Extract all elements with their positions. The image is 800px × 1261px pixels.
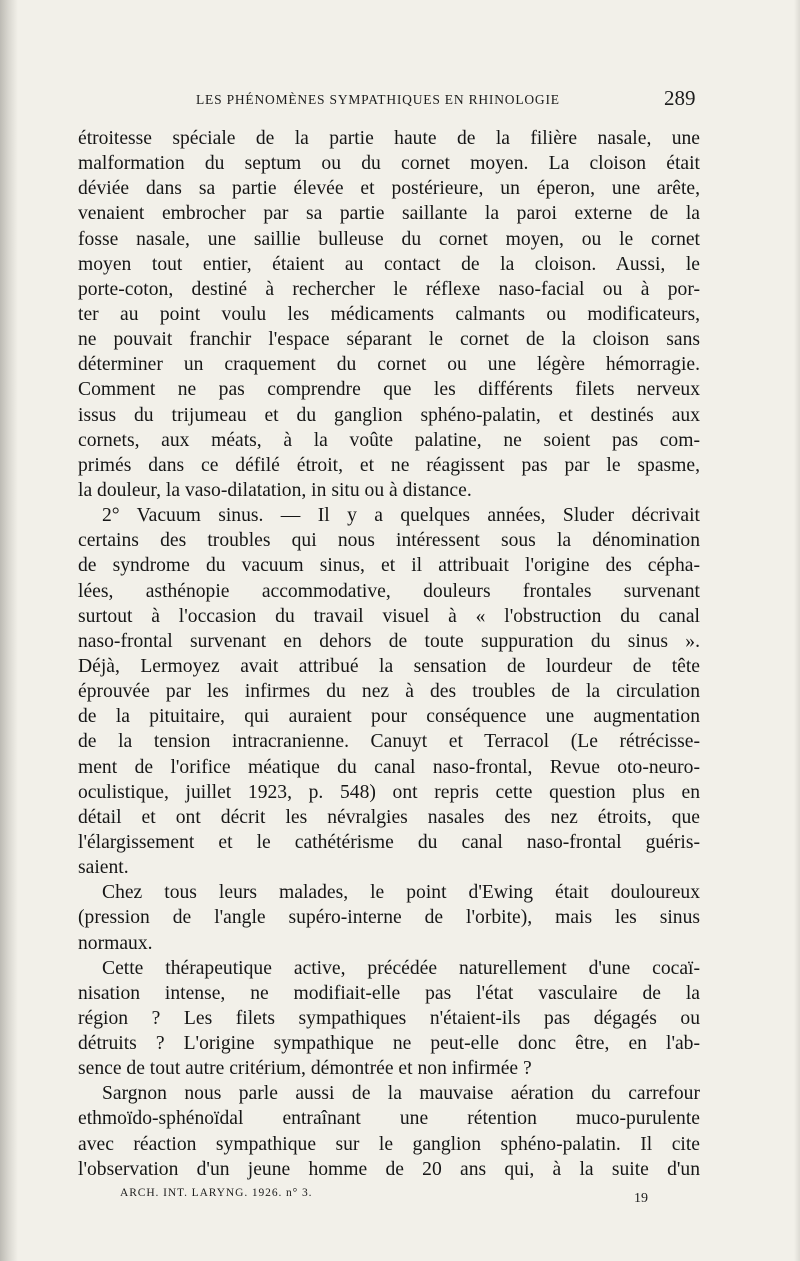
text-line: ethmoïdo-sphénoïdal entraînant une rétention muco-purulente	[78, 1108, 700, 1130]
text-line: venaient embrocher par sa partie saillante la paroi externe de la	[78, 203, 700, 225]
text-line: étroitesse spéciale de la partie haute de la filière nasale, une	[78, 128, 700, 149]
text-line: déviée dans sa partie élevée et postérieure, un éperon, une arête,	[78, 178, 700, 200]
text-line: Chez tous leurs malades, le point d'Ewing était douloureux	[102, 882, 700, 904]
signature-mark: 19	[634, 1191, 648, 1206]
text-line: sence de tout autre critérium, démontrée et non infirmée ?	[78, 1058, 532, 1080]
text-line: surtout à l'occasion du travail visuel à « l'obstruction du canal	[78, 605, 700, 627]
text-line: normaux.	[78, 932, 153, 954]
text-line: issus du trijumeau et du ganglion sphéno-palatin, et destinés aux	[78, 404, 700, 426]
text-line: fosse nasale, une saillie bulleuse du cornet moyen, ou le cornet	[78, 228, 700, 250]
text-line: détruits ? L'origine sympathique ne peut-elle donc être, en l'ab-	[78, 1033, 700, 1055]
body-text	[78, 126, 700, 1182]
text-line: Cette thérapeutique active, précédée naturellement d'une cocaï-	[102, 957, 700, 979]
running-head: LES PHÉNOMÈNES SYMPATHIQUES EN RHINOLOGIE	[196, 92, 560, 107]
text-line: ne pouvait franchir l'espace séparant le cornet de la cloison sans	[78, 329, 700, 351]
page-gutter-shadow	[0, 0, 18, 1261]
text-line: saient.	[78, 857, 129, 879]
text-line: naso-frontal survenant en dehors de toute suppuration du sinus ».	[78, 630, 700, 652]
text-line: 2° Vacuum sinus. — Il y a quelques années, Sluder décrivait	[102, 505, 700, 527]
text-line: déterminer un craquement du cornet ou une légère hémorragie.	[78, 354, 700, 376]
text-line: de la pituitaire, qui auraient pour conséquence une augmentation	[78, 706, 700, 728]
journal-footer: ARCH. INT. LARYNG. 1926. n° 3.	[120, 1187, 313, 1199]
page-number: 289	[664, 86, 696, 110]
text-line: l'observation d'un jeune homme de 20 ans qui, à la suite d'un	[78, 1158, 700, 1180]
text-line: (pression de l'angle supéro-interne de l'orbite), mais les sinus	[78, 907, 700, 929]
text-line: nisation intense, ne modifiait-elle pas l'état vasculaire de la	[78, 982, 700, 1004]
text-line: de syndrome du vacuum sinus, et il attribuait l'origine des cépha-	[78, 555, 700, 577]
text-line: lées, asthénopie accommodative, douleurs frontales survenant	[78, 580, 700, 602]
text-line: moyen tout entier, étaient au contact de la cloison. Aussi, le	[78, 253, 700, 275]
text-line: Sargnon nous parle aussi de la mauvaise aération du carrefour	[102, 1083, 700, 1105]
text-line: avec réaction sympathique sur le ganglion sphéno-palatin. Il cite	[78, 1133, 700, 1155]
text-line: cornets, aux méats, à la voûte palatine, ne soient pas com-	[78, 429, 700, 451]
text-line: certains des troubles qui nous intéressent sous la dénomination	[78, 530, 700, 552]
page-edge	[794, 0, 800, 1261]
text-line: la douleur, la vaso-dilatation, in situ ou à distance.	[78, 479, 472, 501]
text-line: malformation du septum ou du cornet moyen. La cloison était	[78, 153, 700, 175]
text-line: l'élargissement et le cathétérisme du canal naso-frontal guéris-	[78, 831, 700, 853]
text-line: éprouvée par les infirmes du nez à des troubles de la circulation	[78, 681, 700, 703]
text-line: primés dans ce défilé étroit, et ne réagissent pas par le spasme,	[78, 454, 700, 476]
text-line: Comment ne pas comprendre que les différents filets nerveux	[78, 379, 700, 401]
text-line: porte-coton, destiné à rechercher le réflexe naso-facial ou à por-	[78, 278, 700, 300]
text-line: région ? Les filets sympathiques n'étaient-ils pas dégagés ou	[78, 1007, 700, 1029]
text-line: oculistique, juillet 1923, p. 548) ont repris cette question plus en	[78, 781, 700, 803]
text-line: Déjà, Lermoyez avait attribué la sensation de lourdeur de tête	[78, 655, 700, 677]
text-line: de la tension intracranienne. Canuyt et Terracol (Le rétrécisse-	[78, 731, 700, 753]
text-line: ter au point voulu les médicaments calmants ou modificateurs,	[78, 303, 700, 325]
text-line: ment de l'orifice méatique du canal naso-frontal, Revue oto-neuro-	[78, 756, 700, 778]
text-line: détail et ont décrit les névralgies nasales des nez étroits, que	[78, 806, 700, 828]
